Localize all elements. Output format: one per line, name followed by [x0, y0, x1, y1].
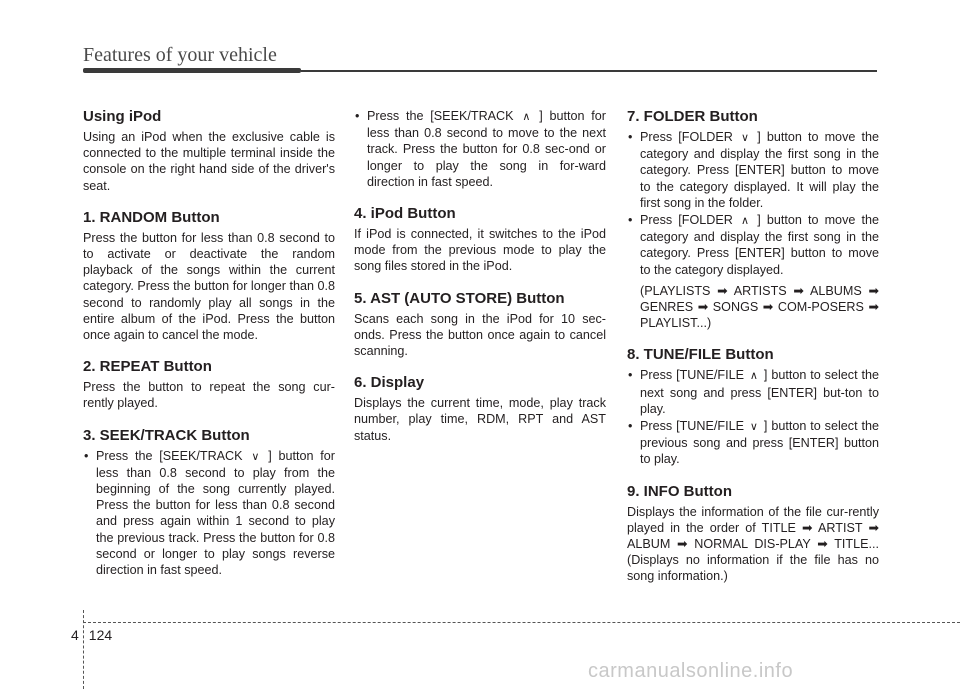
section-text-info: Displays the information of the file cur-rently played in the order of TITLE ➡ ARTIST ➡ ALBUM ➡ NORMAL DIS-PLAY ➡ TITLE... (Displays no information if the file has no song information.)	[627, 504, 879, 584]
watermark: carmanualsonline.info	[588, 660, 794, 682]
list-item: • Press the [SEEK/TRACK ∨ ] button for less than 0.8 second to play from the beginning of the song currently played. Press the button for less than 0.8 second and press again within 1 second to play the previous track. Press the button for 0.8 second or longer to play songs reverse direction in fast speed.	[83, 448, 335, 579]
section-title-using-ipod: Using iPod	[83, 108, 162, 125]
section-title-ast: 5. AST (AUTO STORE) Button	[354, 289, 565, 307]
chevron-down-icon: ∨	[749, 421, 758, 434]
section-title-info: 9. INFO Button	[627, 482, 732, 500]
column-middle	[354, 108, 606, 444]
column-left	[83, 108, 335, 579]
footer-horizontal-rule	[83, 622, 960, 623]
column-right	[627, 108, 879, 585]
section-title-seek: 3. SEEK/TRACK Button	[83, 426, 250, 444]
section-text-ipod: If iPod is connected, it switches to the iPod mode from the previous mode to play the song files stored in the iPod.	[354, 227, 606, 274]
section-text-random: Press the button for less than 0.8 second to to activate or deactivate the random playback of the songs within the current category. Press the button for longer than 0.8 second to randomly play all songs in the entire album of the iPod. Press the button once again to cancel the mode.	[83, 230, 335, 343]
list-item: • Press [TUNE/FILE ∨ ] button to select the previous song and press [ENTER] button to play.	[627, 418, 879, 468]
section-title-folder: 7. FOLDER Button	[627, 108, 758, 125]
list-item: • Press [FOLDER ∧ ] button to move the category and display the first song in the category. Press [ENTER] button to move to the category displayed.	[627, 212, 879, 278]
section-text-using-ipod: Using an iPod when the exclusive cable is connected to the multiple terminal inside the console on the right hand side of the driver's seat.	[83, 130, 335, 193]
section-title-repeat: 2. REPEAT Button	[83, 358, 212, 376]
section-title-ipod: 4. iPod Button	[354, 205, 456, 223]
section-text-display: Displays the current time, mode, play track number, play time, RDM, RPT and AST status.	[354, 396, 606, 443]
page-header-title: Features of your vehicle	[83, 44, 277, 66]
seek-bullet-list	[83, 448, 335, 579]
page-number	[71, 627, 112, 643]
header-bar	[83, 68, 301, 73]
header-rule	[301, 70, 877, 72]
section-title-display: 6. Display	[354, 374, 425, 392]
list-item: • Press [TUNE/FILE ∧ ] button to select the next song and press [ENTER] but-ton to play.	[627, 367, 879, 417]
tune-bullet-list	[627, 367, 879, 467]
chapter-number: 4	[71, 627, 79, 643]
section-title-random: 1. RANDOM Button	[83, 208, 220, 226]
chevron-up-icon: ∧	[522, 111, 531, 123]
chevron-down-icon: ∨	[251, 450, 260, 463]
section-title-tune: 8. TUNE/FILE Button	[627, 346, 774, 364]
seek-bullet-list-continued	[354, 108, 606, 190]
page-number-value: 124	[88, 627, 113, 643]
section-text-repeat: Press the button to repeat the song cur-rently played.	[83, 380, 335, 411]
chevron-up-icon: ∧	[741, 215, 750, 228]
folder-bullet-list	[627, 129, 879, 278]
section-text-ast: Scans each song in the iPod for 10 sec-onds. Press the button once again to cancel scanning.	[354, 311, 606, 359]
folder-order-note: (PLAYLISTS ➡ ARTISTS ➡ ALBUMS ➡ GENRES ➡ SONGS ➡ COM-POSERS ➡ PLAYLIST...)	[640, 283, 879, 331]
chevron-up-icon: ∧	[749, 370, 758, 383]
chevron-down-icon: ∨	[741, 132, 750, 144]
list-item: • Press the [SEEK/TRACK ∧ ] button for less than 0.8 second to move to the next track. Press the button for 0.8 sec-ond or longer to play the song in for-ward direction in fast speed.	[354, 108, 606, 190]
list-item: • Press [FOLDER ∨ ] button to move the category and display the first song in the category. Press [ENTER] button to move to the category displayed. It will play the first song in the folder.	[627, 129, 879, 211]
